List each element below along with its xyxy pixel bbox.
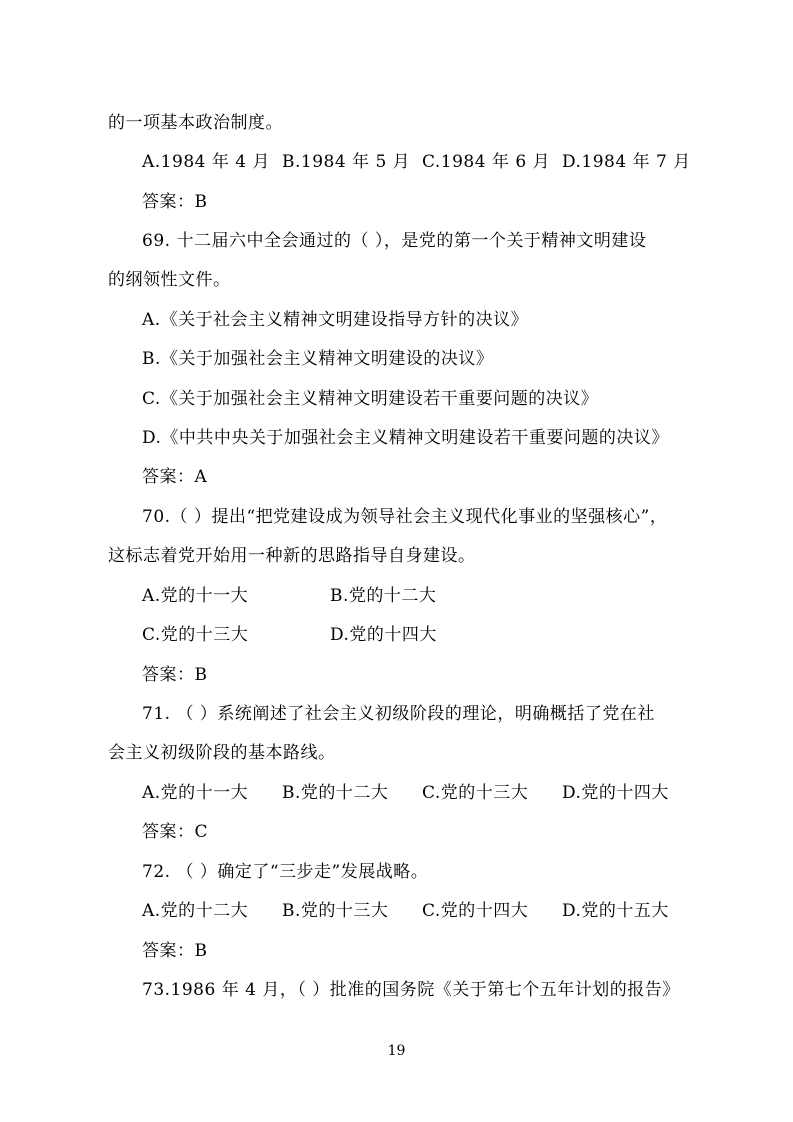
option-c: C.《关于加强社会主义精神文明建设若干重要问题的决议》: [142, 389, 599, 409]
option-d: D.党的十四大: [330, 625, 437, 645]
option-c: C.党的十三大: [422, 783, 529, 803]
option-b: B.党的十二大: [282, 783, 389, 803]
option-b: B.1984 年 5 月: [282, 152, 411, 172]
question-70-cont: 这标志着党开始用一种新的思路指导自身建设。: [108, 546, 476, 566]
option-d: D.党的十四大: [562, 783, 669, 803]
option-d: D.1984 年 7 月: [562, 152, 691, 172]
page-number: 19: [387, 1043, 406, 1059]
answer-q68: 答案：B: [142, 192, 208, 212]
text-line: 的一项基本政治制度。: [108, 113, 283, 133]
answer-q70: 答案：B: [142, 665, 208, 685]
question-71: 71. （ ）系统阐述了社会主义初级阶段的理论，明确概括了党在社: [142, 704, 655, 724]
question-72: 72. （ ）确定了“三步走”发展战略。: [142, 862, 429, 882]
options-row-q71: [142, 781, 702, 805]
option-b: B.党的十二大: [330, 586, 437, 606]
option-d: D.《中共中央关于加强社会主义精神文明建设若干重要问题的决议》: [142, 428, 669, 448]
options-row-q72: [142, 899, 702, 923]
option-b: B.党的十三大: [282, 901, 389, 921]
question-73: 73.1986 年 4 月，（ ）批准的国务院《关于第七个五年计划的报告》: [142, 980, 680, 1000]
option-c: C.1984 年 6 月: [422, 152, 551, 172]
question-71-cont: 会主义初级阶段的基本路线。: [108, 743, 336, 763]
option-c: C.党的十三大: [142, 625, 249, 645]
question-70: 70.（ ）提出“把党建设成为领导社会主义现代化事业的坚强核心”，: [142, 507, 668, 527]
options-row-q70b: [142, 623, 518, 647]
option-b: B.《关于加强社会主义精神文明建设的决议》: [142, 349, 494, 369]
option-a: A.党的十二大: [142, 901, 249, 921]
option-d: D.党的十五大: [562, 901, 669, 921]
question-69-cont: 的纲领性文件。: [108, 270, 231, 290]
options-row-q68: [142, 150, 702, 174]
question-69: 69. 十二届六中全会通过的（ ），是党的第一个关于精神文明建设: [142, 231, 647, 251]
options-row-q70a: [142, 584, 518, 608]
answer-q72: 答案：B: [142, 941, 208, 961]
option-a: A.党的十一大: [142, 783, 249, 803]
answer-q71: 答案：C: [142, 822, 209, 842]
option-a: A.1984 年 4 月: [142, 152, 270, 172]
option-a: A.党的十一大: [142, 586, 249, 606]
answer-q69: 答案：A: [142, 467, 208, 487]
option-a: A.《关于社会主义精神文明建设指导方针的决议》: [142, 310, 529, 330]
option-c: C.党的十四大: [422, 901, 529, 921]
